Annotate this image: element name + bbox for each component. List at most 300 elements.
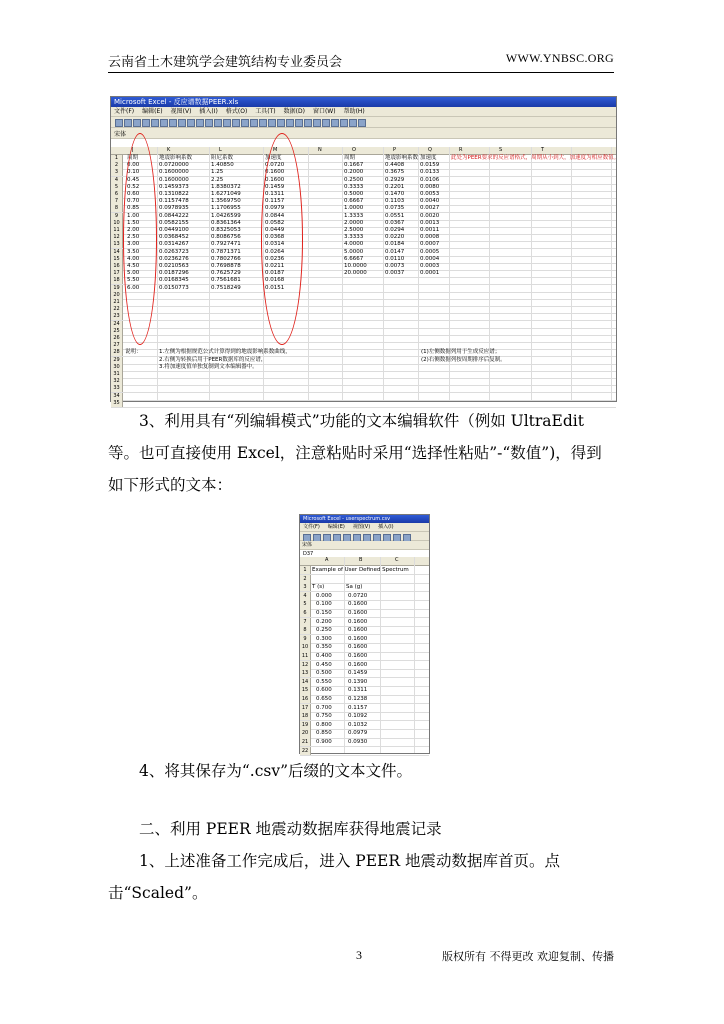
menu-item[interactable]: 编辑(E)	[327, 524, 345, 530]
toolbar-icon[interactable]	[322, 119, 330, 127]
cell: 0.1600	[348, 627, 368, 634]
cell: 0.0133	[420, 169, 440, 176]
column-letter: K	[167, 147, 171, 153]
cell: 0.0053	[420, 191, 440, 197]
cell: 0.1600	[348, 644, 368, 651]
column-letter: C	[395, 557, 399, 563]
cell: 3.3333	[344, 234, 364, 241]
column-letter: L	[219, 147, 222, 153]
cell: 0.1459	[265, 183, 285, 190]
row-number: 18	[111, 277, 123, 284]
cell: 0.0210563	[159, 263, 189, 269]
cell: 1.0000	[344, 205, 364, 212]
cell: 0.550	[316, 678, 332, 685]
row-number: 33	[111, 385, 123, 392]
cell: 0.000	[316, 592, 332, 599]
header-right: WWW.YNBSC.ORG	[505, 51, 614, 65]
row-number: 12	[300, 661, 311, 669]
section-heading: 二、利用 PEER 地震动数据库获得地震记录	[139, 820, 442, 838]
cell: 0.1600	[348, 661, 368, 668]
cell: 0.0844222	[159, 212, 189, 219]
cell: 0.1600	[265, 169, 285, 176]
row-number: 31	[111, 371, 123, 378]
cell: 0.8086756	[211, 234, 241, 241]
note-line: 3.将加速度值单独复制到文本编辑器中。	[159, 363, 258, 370]
cell: 0.3333	[344, 183, 364, 190]
spreadsheet-grid-2	[300, 557, 429, 753]
column-letter: M	[273, 147, 278, 153]
cell: 0.200	[316, 618, 332, 625]
toolbar-icon[interactable]	[259, 119, 267, 127]
spreadsheet-grid-1	[111, 147, 620, 406]
cell: 0.0080	[420, 183, 440, 190]
row-number: 14	[300, 678, 311, 686]
cell: 1.25	[211, 169, 224, 176]
name-box: D37	[300, 550, 429, 559]
cell: 0.0263723	[159, 248, 189, 255]
cell: 0.10	[127, 169, 140, 176]
row-number: 30	[111, 364, 123, 371]
excel-toolbar-2b	[300, 541, 429, 550]
cell: 0.8325053	[211, 227, 241, 233]
row-number: 4	[111, 177, 123, 184]
row-number: 34	[111, 393, 123, 400]
font-box: 宋体	[114, 131, 127, 138]
cell: 0.0073	[385, 263, 405, 269]
toolbar-icon[interactable]	[268, 119, 276, 127]
font-box-2: 宋体	[302, 542, 313, 548]
cell: 地震影响系数	[159, 155, 193, 161]
row-number: 6	[300, 609, 311, 617]
cell: 0.0037	[385, 270, 405, 277]
menu-item[interactable]: 文件(F)	[303, 524, 320, 530]
note-line-right: (2)右侧数据列按周期排序后复制。	[421, 356, 506, 363]
cell: 0.7518249	[211, 284, 241, 291]
highlight-oval-acceleration	[261, 133, 303, 345]
row-number: 17	[300, 704, 311, 712]
cell: 0.0368	[265, 234, 285, 241]
toolbar-icon[interactable]	[304, 119, 312, 127]
cell: 0.0110	[385, 255, 405, 262]
cell: 0.0236276	[159, 255, 189, 262]
cell: 0.0147	[385, 248, 405, 255]
column-letter: J	[132, 147, 134, 153]
cell: 0.0008	[420, 234, 440, 241]
cell: 0.0449	[265, 227, 285, 233]
toolbar-icon[interactable]	[169, 119, 177, 127]
excel-toolbar-format	[111, 128, 616, 139]
cell: 0.0159	[420, 162, 440, 169]
cell: 0.1600000	[159, 169, 189, 176]
paragraph-step3: 3、利用具有“列编辑模式”功能的文本编辑软件（例如 UltraEdit 等。也可直接使用 Excel，注意粘贴时采用“选择性粘贴”-“数值”)，得到如下形式的文本：	[108, 412, 602, 494]
cell: 0.1600	[265, 176, 285, 183]
highlight-oval-period	[123, 133, 157, 345]
cell: 6.6667	[344, 255, 364, 262]
cell: 0.0979	[348, 730, 368, 737]
cell: 0.1157	[348, 704, 368, 711]
cell: 0.0720	[265, 162, 285, 169]
cell: 0.0930	[348, 739, 368, 745]
cell: 0.0294	[385, 227, 405, 233]
menu-item[interactable]: 视图(V)	[170, 108, 192, 115]
cell: 0.7698878	[211, 263, 241, 269]
cell: 0.0979	[265, 205, 285, 212]
toolbar-icon[interactable]	[124, 119, 132, 127]
cell: 0.0005	[420, 248, 440, 255]
cell: 0.1600	[348, 635, 368, 642]
column-letter: A	[325, 557, 329, 563]
column-letter: O	[352, 147, 356, 153]
row-number: 1	[300, 566, 311, 574]
cell: 2.25	[211, 176, 224, 183]
cell: 0.1470	[385, 191, 405, 197]
cell: 0.500	[316, 670, 332, 677]
cell: 6.00	[127, 284, 140, 291]
cell: 0.85	[127, 205, 140, 212]
row-number: 3	[111, 169, 123, 176]
cell: 4.0000	[344, 241, 364, 248]
cell: 0.1092	[348, 713, 368, 720]
header-rule	[108, 72, 614, 73]
note-line: 1.左侧为根据规范公式计算得到的地震影响系数曲线，	[159, 349, 291, 356]
cell: 0.1390	[348, 678, 368, 685]
cell: 0.7871371	[211, 248, 241, 255]
cell: 3.50	[127, 248, 140, 255]
menu-item[interactable]: 视图(V)	[352, 524, 371, 530]
menu-item[interactable]: 文件(F)	[114, 108, 135, 115]
cell: 加速度	[265, 155, 282, 161]
excel-toolbar-2	[300, 532, 429, 541]
cell: 0.1600	[348, 610, 368, 616]
row-number: 24	[111, 321, 123, 328]
toolbar-icon[interactable]	[205, 119, 213, 127]
cell: 0.700	[316, 704, 332, 711]
row-number: 9	[111, 213, 123, 220]
cell: 0.8361364	[211, 219, 241, 226]
cell: 0.350	[316, 644, 332, 651]
cell: 0.6667	[344, 198, 364, 205]
cell: 0.0040	[420, 198, 440, 205]
cell: 0.4408	[385, 162, 405, 169]
cell: 0.0013	[420, 219, 440, 226]
toolbar-icon[interactable]	[286, 119, 294, 127]
cell: 0.0003	[420, 263, 440, 269]
cell: 0.0582155	[159, 219, 189, 226]
cell: 0.0151	[265, 284, 285, 291]
cell: 0.1459373	[159, 183, 189, 190]
row-number: 21	[111, 299, 123, 306]
excel-screenshot-2	[299, 514, 430, 754]
row-number: 35	[111, 400, 123, 407]
cell: 0.650	[316, 696, 332, 702]
row-number: 17	[111, 270, 123, 277]
cell: 0.3675	[385, 169, 405, 176]
cell: 0.300	[316, 635, 332, 642]
cell: 0.0314267	[159, 241, 189, 248]
cell: 地震影响系数	[385, 155, 419, 161]
cell: 0.0187	[265, 270, 285, 277]
cell: 0.0007	[420, 241, 440, 248]
cell: 0.1311	[348, 687, 368, 694]
cell: 0.0367	[385, 219, 405, 226]
cell: 0.2500	[344, 176, 364, 183]
row-number: 9	[300, 635, 311, 643]
excel-toolbar-standard	[111, 117, 616, 128]
row-number: 6	[111, 191, 123, 198]
cell: 0.0168	[265, 277, 285, 284]
row-number: 13	[111, 241, 123, 248]
row-number: 20	[111, 292, 123, 299]
toolbar-icon[interactable]	[358, 119, 366, 127]
cell: 0.7561681	[211, 277, 241, 284]
cell: 0.0106	[420, 176, 440, 183]
cell: 5.50	[127, 277, 140, 284]
cell: 0.1600	[348, 618, 368, 625]
row-number: 10	[300, 643, 311, 651]
note-line-right: (1)左侧数据列用于生成反应谱；	[421, 349, 501, 356]
cell: 1.1706955	[211, 205, 241, 212]
toolbar-icon[interactable]	[151, 119, 159, 127]
excel-screenshot-1	[110, 96, 620, 406]
row-number: 16	[300, 695, 311, 703]
row-number: 3	[300, 583, 311, 591]
cell: 1.00	[127, 212, 140, 219]
cell: 1.8380372	[211, 183, 241, 190]
row-number: 21	[300, 738, 311, 746]
menu-item[interactable]: 插入(I)	[199, 108, 218, 115]
toolbar-icon[interactable]	[232, 119, 240, 127]
column-header-row	[111, 147, 616, 155]
row-number: 25	[111, 328, 123, 335]
column-letter: T	[541, 147, 545, 153]
row-number: 15	[300, 686, 311, 694]
toolbar-icon[interactable]	[277, 119, 285, 127]
cell: 0.1600	[348, 653, 368, 659]
cell: 1.3333	[344, 212, 364, 219]
cell: 0.52	[127, 183, 140, 190]
cell: 0.45	[127, 176, 140, 183]
cell: 阻尼系数	[211, 155, 234, 161]
cell: 0.1600	[348, 601, 368, 608]
cell: 0.1600000	[159, 176, 189, 183]
row-number: 29	[111, 357, 123, 364]
column-header-row-2	[300, 557, 429, 566]
toolbar-icon[interactable]	[349, 119, 357, 127]
cell: 0.0449100	[159, 227, 189, 233]
row-number: 1	[111, 155, 123, 162]
toolbar-icon[interactable]	[133, 119, 141, 127]
cell: 0.1311	[265, 191, 285, 197]
cell: 0.70	[127, 198, 140, 205]
cell: 0.1310822	[159, 191, 189, 197]
menu-item[interactable]: 窗口(W)	[312, 108, 336, 115]
menu-item[interactable]: 编辑(E)	[142, 108, 163, 115]
cell: 0.0220	[385, 234, 405, 241]
row-number: 22	[111, 306, 123, 313]
excel-title-bar: Microsoft Excel - 反应谱数据PEER.xls	[111, 97, 616, 107]
menu-item[interactable]: 帮助(H)	[343, 108, 365, 115]
row-number: 7	[300, 618, 311, 626]
cell: 0.0211	[265, 263, 285, 269]
cell: T (s)	[312, 584, 325, 591]
row-number: 16	[111, 263, 123, 270]
row-number: 8	[300, 626, 311, 634]
cell: 0.250	[316, 627, 332, 634]
cell: 2.5000	[344, 227, 364, 233]
cell: 0.0368452	[159, 234, 189, 241]
cell: 0.2000	[344, 169, 364, 176]
row-number: 11	[111, 227, 123, 234]
toolbar-icon[interactable]	[295, 119, 303, 127]
cell: 周期	[344, 155, 356, 161]
toolbar-icon[interactable]	[178, 119, 186, 127]
cell: 0.0314	[265, 241, 285, 248]
row-number: 26	[111, 335, 123, 342]
toolbar-icon[interactable]	[241, 119, 249, 127]
menu-item[interactable]: 插入(I)	[378, 524, 394, 530]
cell: 0.0020	[420, 212, 440, 219]
cell: 0.0720	[348, 592, 368, 599]
column-letter: P	[393, 147, 397, 153]
cell: 20.0000	[344, 270, 367, 277]
row-number: 5	[300, 600, 311, 608]
cell: 10.0000	[344, 263, 367, 269]
toolbar-icon[interactable]	[214, 119, 222, 127]
cell: 0.1157478	[159, 198, 189, 205]
paragraph-step4: 4、将其保存为“.csv”后缀的文本文件。	[139, 762, 413, 780]
cell: 0.1032	[348, 721, 368, 728]
cell: 0.60	[127, 191, 140, 197]
row-number: 12	[111, 234, 123, 241]
cell: 3.00	[127, 241, 140, 248]
row-number: 28	[111, 349, 123, 356]
toolbar-icon[interactable]	[160, 119, 168, 127]
toolbar-icon[interactable]	[142, 119, 150, 127]
row-number: 15	[111, 256, 123, 263]
cell: 0.7802766	[211, 255, 241, 262]
cell: 0.600	[316, 687, 332, 694]
cell: 1.50	[127, 219, 140, 226]
row-number: 4	[300, 592, 311, 600]
row-number: 8	[111, 205, 123, 212]
cell: 0.750	[316, 713, 332, 720]
toolbar-icon[interactable]	[187, 119, 195, 127]
cell: 2.50	[127, 234, 140, 241]
cell: 0.5000	[344, 191, 364, 197]
cell: 0.0720000	[159, 162, 189, 169]
cell: 0.0004	[420, 255, 440, 262]
menu-item[interactable]: 数据(D)	[283, 108, 305, 115]
cell-title: Example of User Defined Spectrum	[312, 567, 409, 573]
row-number: 13	[300, 669, 311, 677]
cell: 0.2929	[385, 176, 405, 183]
cell: 0.2201	[385, 183, 405, 190]
paragraph-step1: 1、上述准备工作完成后，进入 PEER 地震动数据库首页。点击“Scaled”。	[108, 852, 560, 902]
cell: 周期	[127, 155, 139, 161]
cell: 0.7625729	[211, 270, 241, 277]
footer-copyright: 版权所有 不得更改 欢迎复制、传播	[442, 950, 614, 963]
excel-title-bar-2: Microsoft Excel - userspectrum.csv	[300, 515, 429, 523]
toolbar-icon[interactable]	[196, 119, 204, 127]
row-number: 32	[111, 378, 123, 385]
cell: 5.00	[127, 270, 140, 277]
row-number: 20	[300, 729, 311, 737]
cell: 0.0184	[385, 241, 405, 248]
toolbar-icon[interactable]	[331, 119, 339, 127]
cell: 0.0011	[420, 227, 440, 233]
excel-menu-bar	[111, 107, 616, 117]
column-letter: R	[459, 147, 463, 153]
menu-item[interactable]: 格式(O)	[225, 108, 248, 115]
cell: Sa (g)	[346, 584, 363, 591]
row-number: 7	[111, 198, 123, 205]
cell: 4.50	[127, 263, 140, 269]
cell: 2.00	[127, 227, 140, 233]
cell: 0.0027	[420, 205, 440, 212]
menu-item[interactable]: 工具(T)	[255, 108, 276, 115]
column-letter: S	[499, 147, 503, 153]
row-number: 19	[300, 721, 311, 729]
page-number: 3	[356, 948, 362, 962]
toolbar-icon[interactable]	[250, 119, 258, 127]
row-number: 2	[111, 162, 123, 169]
cell: 0.00	[127, 162, 140, 169]
row-number: 14	[111, 249, 123, 256]
excel-menu-bar-2	[300, 523, 429, 532]
cell: 1.6271049	[211, 191, 241, 197]
toolbar-icon[interactable]	[340, 119, 348, 127]
row-number: 18	[300, 712, 311, 720]
row-number: 11	[300, 652, 311, 660]
row-number: 10	[111, 220, 123, 227]
cell: 0.900	[316, 739, 332, 745]
cell: 0.450	[316, 661, 332, 668]
cell: 1.0426599	[211, 212, 241, 219]
cell: 0.100	[316, 601, 332, 608]
column-letter: N	[318, 147, 322, 153]
cell: 0.1667	[344, 162, 364, 169]
cell: 0.0187296	[159, 270, 189, 277]
toolbar-icon[interactable]	[115, 119, 123, 127]
cell: 0.850	[316, 730, 332, 737]
cell: 0.1103	[385, 198, 405, 205]
column-letter: B	[359, 557, 363, 563]
cell: 0.400	[316, 653, 332, 659]
cell: 4.00	[127, 255, 140, 262]
cell: 0.0582	[265, 219, 285, 226]
cell: 0.0551	[385, 212, 405, 219]
cell: 1.40850	[211, 162, 234, 169]
cell: 2.0000	[344, 219, 364, 226]
toolbar-icon[interactable]	[223, 119, 231, 127]
cell: 0.1157	[265, 198, 285, 205]
cell: 0.0236	[265, 255, 285, 262]
cell: 0.0735	[385, 205, 405, 212]
cell: 0.0844	[265, 212, 285, 219]
row-number: 5	[111, 184, 123, 191]
cell: 0.150	[316, 610, 332, 616]
row-number: 2	[300, 575, 311, 583]
top-note: 此处为PEER要求的反应谱格式，周期从小到大，加速度为相应数值。	[451, 155, 620, 161]
cell: 0.1459	[348, 670, 368, 677]
cell: 加速度	[420, 155, 437, 161]
column-letter: Q	[428, 147, 432, 153]
cell: 0.0168345	[159, 277, 189, 284]
toolbar-icon[interactable]	[313, 119, 321, 127]
header-left: 云南省土木建筑学会建筑结构专业委员会	[108, 55, 343, 70]
cell: 0.0150773	[159, 284, 189, 291]
cell: 0.0001	[420, 270, 440, 277]
